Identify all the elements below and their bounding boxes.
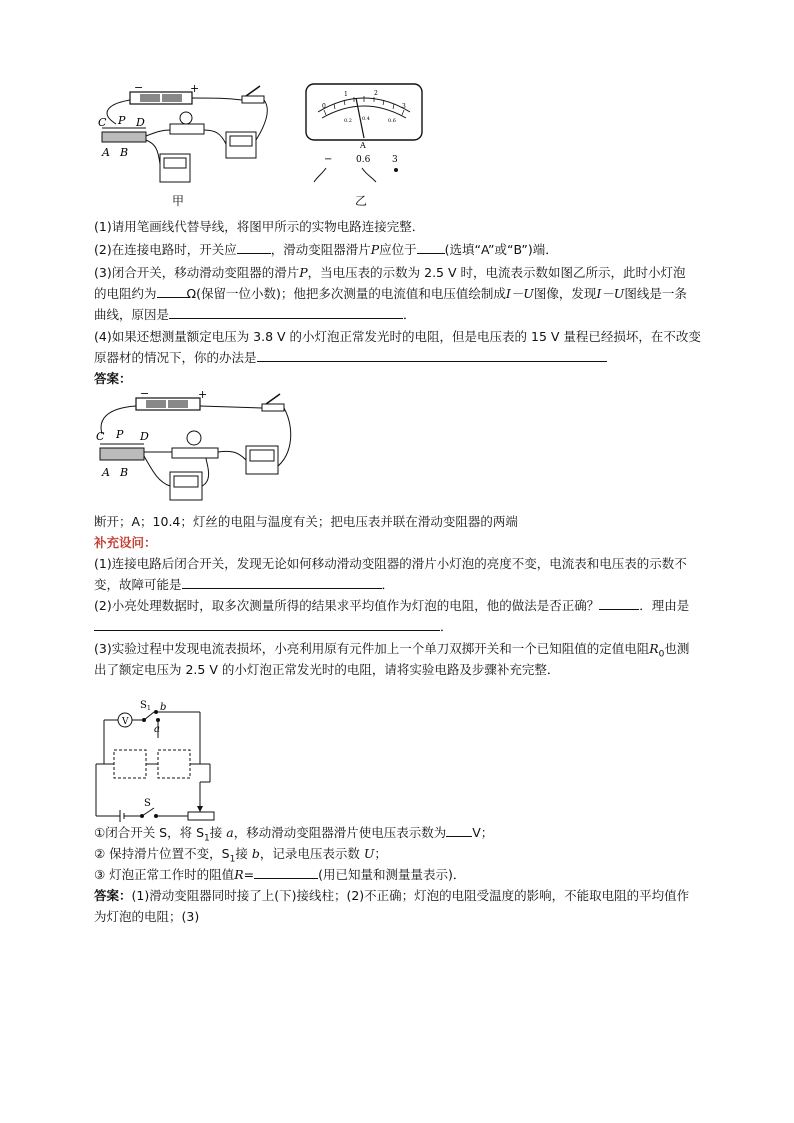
voltmeter-label: V — [122, 717, 129, 727]
question-4-line-1: (4)如果还想测量额定电压为 3.8 V 的小灯泡正常发光时的电阻，但是电压表的 15 V 量程已经损坏，在不改变 — [94, 329, 701, 344]
answer-term-b: B — [120, 466, 129, 479]
battery-cell — [162, 94, 182, 102]
answer-battery-plus: + — [198, 390, 208, 401]
question-2: (2)在连接电路时，开关应 ，滑动变阻器滑片P应位于 (选填“A”或“B”)端． — [94, 242, 558, 257]
terminal-minus: − — [324, 154, 333, 165]
battery-minus-label: − — [134, 84, 144, 94]
rheostat-term-b: B — [120, 146, 129, 159]
dial-scale-2: 2 — [374, 90, 378, 97]
dial-scale-04: 0.4 — [362, 116, 370, 122]
blank-formula[interactable] — [254, 866, 318, 879]
rheostat-term-d: D — [136, 116, 145, 129]
dial-frame — [306, 84, 422, 140]
question-4-line-2: 原器材的情况下，你的办法是 — [94, 349, 607, 367]
dial-scale-06: 0.6 — [388, 118, 396, 124]
caption-jia: 甲 — [172, 194, 185, 208]
supplement-3-line-2: 出了额定电压为 2.5 V 的小灯泡正常发光时的电阻，请将实验电路及步骤补充完整． — [94, 662, 560, 677]
blank-switch-state[interactable] — [237, 241, 271, 254]
blank-method[interactable] — [257, 349, 607, 362]
dial-unit: A — [360, 141, 366, 150]
switch-s1-label: S — [140, 700, 147, 711]
blank-voltage[interactable] — [446, 824, 472, 837]
rheostat-term-a: A — [102, 146, 110, 159]
terminal-06: 0.6 — [356, 155, 371, 165]
answer-label: 答案： — [94, 371, 132, 386]
question-3-line-1: (3)闭合开关，移动滑动变阻器的滑片P，当电压表的示数为 2.5 V 时，电流表示数如图乙所示，此时小灯泡 — [94, 265, 686, 280]
question-3-line-2: 的电阻约为 Ω(保留一位小数)；他把多次测量的电流值和电压值绘制成I－U图像，发现I－U图线是一条 — [94, 286, 687, 301]
dial-scale-1: 1 — [344, 91, 348, 98]
supplement-3-line-1: (3)实验过程中发现电流表损坏，小亮利用原有元件加上一个单刀双掷开关和一个已知阻值的定值电阻$R_0$也测 — [94, 641, 690, 660]
circuit-diagram — [92, 698, 222, 822]
caption-yi: 乙 — [355, 194, 368, 208]
blank-slider-end[interactable] — [417, 241, 445, 254]
blank-curve-reason[interactable] — [169, 306, 403, 319]
supplement-2-line-2: ． — [94, 618, 453, 636]
switch-s1-sub: 1 — [147, 705, 151, 712]
answer-term-c: C — [96, 430, 105, 443]
supplement-1-line-2: 变，故障可能是 ． — [94, 577, 395, 592]
lamp-base — [170, 124, 204, 134]
terminal-3: 3 — [392, 155, 398, 165]
answer-term-d: D — [140, 430, 149, 443]
rheostat-term-p: P — [118, 114, 126, 127]
circuit-figure-jia — [96, 84, 296, 188]
supplement-2-line-1: (2)小亮处理数据时，取多次测量所得的结果求平均值作为灯泡的电阻，他的做法是否正确？ ．理由是 — [94, 598, 690, 613]
ammeter-dial-figure-yi — [304, 82, 426, 190]
step-2: ② 保持滑片位置不变，$S_1$接 b，记录电压表示数 U； — [94, 846, 387, 865]
dial-scale-02: 0.2 — [344, 118, 352, 124]
component-box-2 — [158, 750, 190, 778]
component-box-1 — [114, 750, 146, 778]
answer-battery-minus: − — [140, 390, 150, 400]
rheostat-symbol — [188, 812, 214, 820]
step-3: ③ 灯泡正常工作时的阻值R= (用已知量和测量量表示)． — [94, 867, 466, 882]
rheostat-term-c: C — [98, 116, 107, 129]
terminal-a-label: a — [154, 724, 160, 735]
rheostat-coil — [102, 132, 146, 142]
answer-term-a: A — [102, 466, 110, 479]
lamp-bulb — [180, 112, 192, 124]
dial-scale-0: 0 — [322, 103, 326, 110]
supplement-title: 补充设问： — [94, 535, 157, 550]
battery-cell — [140, 94, 160, 102]
blank-resistance[interactable] — [157, 285, 187, 298]
switch-s-label: S — [144, 798, 151, 809]
answer-term-p: P — [116, 428, 124, 441]
battery-plus-label: + — [190, 84, 200, 95]
supplement-1-line-1: (1)连接电路后闭合开关，发现无论如何移动滑动变阻器的滑片小灯泡的亮度不变，电流表和电压表的示数不 — [94, 556, 687, 571]
switch-s-blade — [142, 808, 154, 816]
blank-fault[interactable] — [182, 576, 382, 589]
switch-base — [242, 96, 264, 103]
blank-reason[interactable] — [94, 618, 440, 631]
step-1: ①闭合开关 S，将 $S_1$接 a，移动滑动变阻器滑片使电压表示数为 V； — [94, 825, 494, 844]
terminal-b-label: b — [160, 702, 167, 713]
dial-scale-3: 3 — [402, 103, 406, 110]
question-3-line-3: 曲线，原因是 ． — [94, 307, 416, 322]
blank-correct[interactable] — [599, 597, 639, 610]
circuit-figure-answer — [96, 390, 298, 506]
answer-text: 断开；A；10.4；灯丝的电阻与温度有关；把电压表并联在滑动变阻器的两端 — [94, 514, 518, 529]
question-1: (1)请用笔画线代替导线，将图甲所示的实物电路连接完整． — [94, 219, 425, 234]
final-answer-line-1: 答案：(1)滑动变阻器同时接了上(下)接线柱；(2)不正确；灯泡的电阻受温度的影响，不能取电阻的平均值作 — [94, 888, 690, 903]
final-answer-line-2: 为灯泡的电阻；(3) — [94, 909, 200, 924]
